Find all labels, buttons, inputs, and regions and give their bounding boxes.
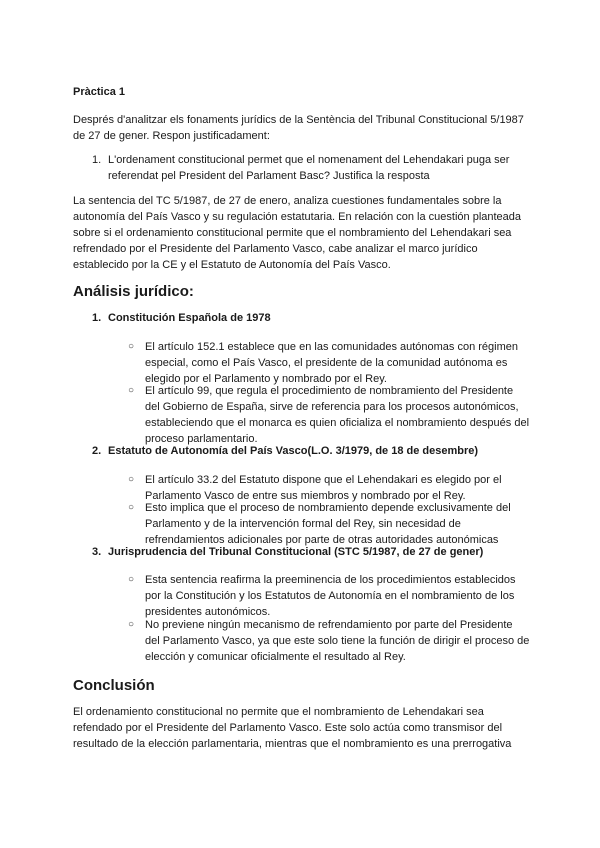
bullet-text: Esto implica que el proceso de nombramiento depende exclusivamente del Parlamento y de la intervención formal del Rey, sin necesidad de refrendamientos adicionales por parte de otras autoridades autonómicas — [145, 502, 511, 546]
question-number: 1. — [92, 154, 102, 166]
bullet-icon: ○ — [128, 502, 135, 513]
bullet-text: El artículo 99, que regula el procedimiento de nombramiento del Presidente del Gobierno de España, sirve de referencia para los procesos autonómicos, estableciendo que el monarca es quien oficializa el nombramiento después del proceso parlamentario. — [145, 385, 530, 445]
bullet-icon: ○ — [128, 474, 135, 485]
bullet-text: El artículo 152.1 establece que en las comunidades autónomas con régimen especial, como el País Vasco, el presidente de la comunidad autónoma es elegido por el Parlamento y nombrado por el Rey. — [145, 341, 519, 385]
bullet-icon: ○ — [128, 341, 135, 352]
section-number: 2. — [92, 445, 102, 457]
intro-text: Després d'analitzar els fonaments jurídics de la Sentència del Tribunal Constitucional 5/1987 de 27 de gener. Respon justificadament: — [73, 114, 524, 142]
analysis-heading: Análisis jurídico: — [73, 283, 194, 300]
conclusion-text: El ordenamiento constitucional no permite que el nombramiento de Lehendakari sea refendado por el Presidente del Parlamento Vasco. Este solo actúa como transmisor del resultado de la elección parlamentaria, mientras que el nombramiento es una prerrogativa — [73, 706, 512, 750]
conclusion-heading: Conclusión — [73, 677, 155, 694]
bullet-text: No previene ningún mecanismo de refrendamiento por parte del Presidente del Parlamento Vasco, ya que este solo tiene la función de dirigir el proceso de elección y comunicar oficialmente el resultado al Rey. — [145, 619, 530, 663]
section-title: Estatuto de Autonomía del País Vasco(L.O. 3/1979, de 18 de desembre) — [108, 445, 479, 457]
bullet-icon: ○ — [128, 619, 135, 630]
section-title: Jurisprudencia del Tribunal Constitucional (STC 5/1987, de 27 de gener) — [108, 546, 484, 558]
section-number: 3. — [92, 546, 102, 558]
intro-paragraph: La sentencia del TC 5/1987, de 27 de enero, analiza cuestiones fundamentales sobre la autonomía del País Vasco y su regulación estatutaria. En relación con la cuestión planteada sobre si el ordenamiento constitucional permite que el nombramiento del Lehendakari sea refrendado por el Presidente del Parlamento Vasco, cabe analizar el marco jurídico establecido por la CE y el Estatuto de Autonomía del País Vasco. — [73, 195, 522, 271]
section-number: 1. — [92, 312, 102, 324]
bullet-text: Esta sentencia reafirma la preeminencia de los procedimientos establecidos por la Constitución y los Estatutos de Autonomía en el nombramiento de los presidentes autonómicos. — [145, 574, 516, 618]
bullet-icon: ○ — [128, 385, 135, 396]
page-title: Pràctica 1 — [73, 86, 125, 98]
bullet-text: El artículo 33.2 del Estatuto dispone que el Lehendakari es elegido por el Parlamento Vasco de entre sus miembros y nombrado por el Rey. — [145, 474, 502, 502]
question-text: L'ordenament constitucional permet que el nomenament del Lehendakari puga ser referendat pel President del Parlament Basc? Justifica la resposta — [108, 154, 510, 182]
bullet-icon: ○ — [128, 574, 135, 585]
section-title: Constitución Española de 1978 — [108, 312, 271, 324]
